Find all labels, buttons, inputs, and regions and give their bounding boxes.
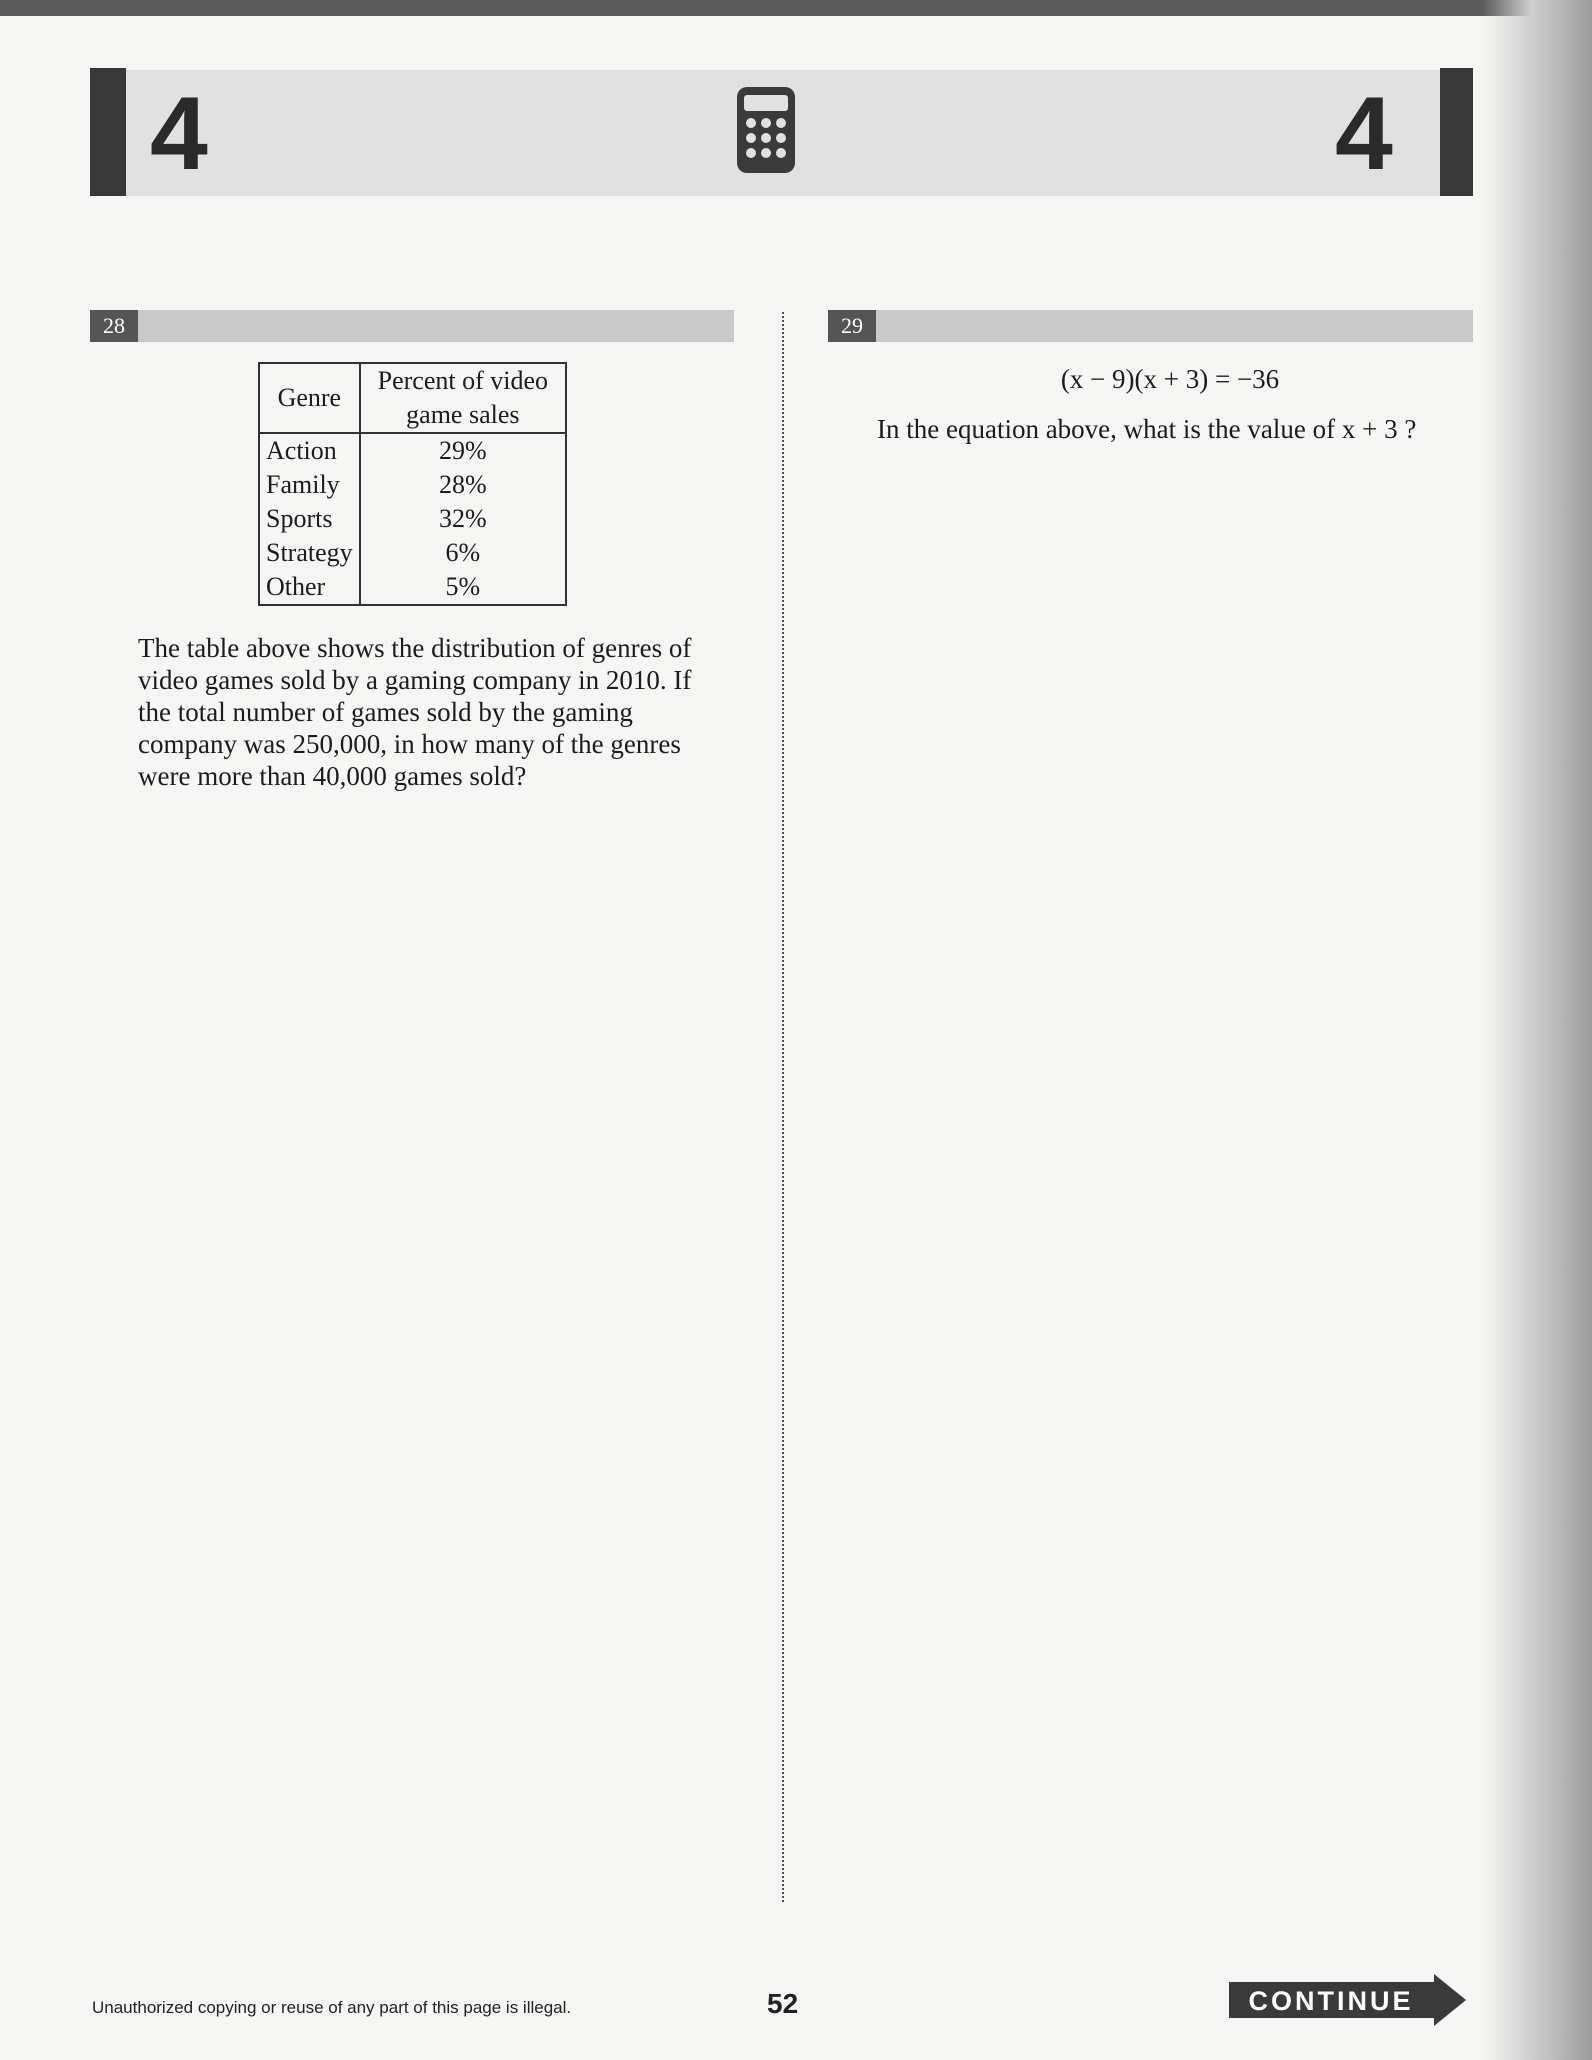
question-29-header bbox=[828, 310, 1473, 342]
section-marker-left bbox=[90, 68, 126, 196]
page-number: 52 bbox=[767, 1988, 799, 2019]
table-row bbox=[259, 433, 566, 468]
question-29-text: In the equation above, what is the value of x + 3 ? bbox=[877, 414, 1417, 444]
table-row bbox=[259, 468, 566, 502]
table-row bbox=[259, 536, 566, 570]
table-cell-genre: Family bbox=[259, 468, 360, 502]
section-number-left: 4 bbox=[150, 76, 208, 192]
table-header-genre: Genre bbox=[259, 363, 360, 433]
table-cell-percent: 5% bbox=[360, 570, 566, 605]
section-marker-right bbox=[1440, 68, 1473, 196]
question-28-header bbox=[90, 310, 734, 342]
question-29-equation: (x − 9)(x + 3) = −36 bbox=[1060, 364, 1280, 394]
table-cell-genre: Action bbox=[259, 433, 360, 468]
question-29-number: 29 bbox=[828, 310, 876, 342]
copyright-notice: Unauthorized copying or reuse of any part of this page is illegal. bbox=[92, 1998, 572, 2017]
question-28-text: The table above shows the distribution of genres of video games sold by a gaming company in 2010. If the total number of games sold by the gaming company was 250,000, in how many of the genres were more than 40,000 games sold? bbox=[138, 633, 692, 791]
continue-label: CONTINUE bbox=[1248, 1986, 1414, 2016]
table-cell-percent: 28% bbox=[360, 468, 566, 502]
genre-sales-table bbox=[258, 362, 567, 606]
calculator-icon bbox=[736, 86, 796, 174]
page-edge-shadow bbox=[1482, 0, 1592, 2060]
table-cell-genre: Strategy bbox=[259, 536, 360, 570]
table-cell-percent: 32% bbox=[360, 502, 566, 536]
question-28-number: 28 bbox=[90, 310, 138, 342]
table-cell-genre: Sports bbox=[259, 502, 360, 536]
table-row bbox=[259, 502, 566, 536]
table-header-percent: Percent of video game sales bbox=[360, 363, 566, 433]
table-cell-genre: Other bbox=[259, 570, 360, 605]
page-top-edge bbox=[0, 0, 1592, 16]
section-number-right: 4 bbox=[1335, 76, 1393, 192]
table-cell-percent: 6% bbox=[360, 536, 566, 570]
table-row bbox=[259, 570, 566, 605]
column-divider bbox=[782, 312, 784, 1902]
table-cell-percent: 29% bbox=[360, 433, 566, 468]
